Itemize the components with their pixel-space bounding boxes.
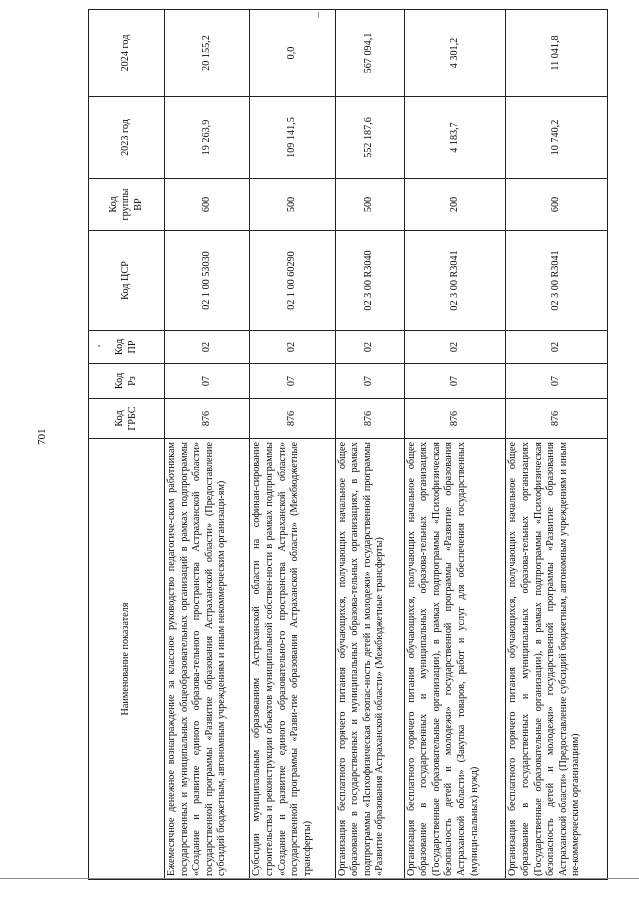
amount-2024: 567 094,1 (335, 10, 404, 97)
column-header-vr: Код группы ВР (89, 179, 165, 231)
column-header-name: Наименование показателя (89, 439, 165, 880)
amount-2024: 20 155,2 (165, 10, 250, 97)
scan-edge-line (0, 878, 639, 879)
code-csr: 02 1 00 53030 (165, 231, 250, 331)
table-row (250, 10, 335, 880)
amount-2024: 0,0 (250, 10, 335, 97)
code-pr: 02 (165, 331, 250, 364)
code-pr: 02 (404, 331, 506, 364)
code-vr: 500 (335, 179, 404, 231)
column-header-pr: Код ПР (89, 331, 165, 364)
code-csr: 02 3 00 R3040 (335, 231, 404, 331)
code-grbs: 876 (404, 399, 506, 439)
amount-2024: 11 041,8 (506, 10, 608, 97)
code-pr: 02 (335, 331, 404, 364)
table-row (335, 10, 404, 880)
indicator-name: Организация бесплатного горячего питания обучающихся, получающих начальное общее образование в государственных и муниципальных образова-тельных организациях (Государственные образовательные организации), в рамках подпрограммы «Психофизическая безопасность детей и молодежи» государственной программы «Развитие образования Астраханской области» (Предоставление субсидий бюджетным, автономным учреждениям и иным не-коммерческим организациям) (506, 439, 608, 880)
code-grbs: 876 (506, 399, 608, 439)
code-vr: 200 (404, 179, 506, 231)
amount-2023: 4 183,7 (404, 97, 506, 179)
amount-2023: 19 263,9 (165, 97, 250, 179)
column-header-csr: Код ЦСР (89, 231, 165, 331)
code-rz: 07 (506, 364, 608, 399)
code-rz: 07 (250, 364, 335, 399)
budget-table (88, 9, 608, 880)
code-rz: 07 (404, 364, 506, 399)
column-header-grbs: Код ГРБС (89, 399, 165, 439)
code-rz: 07 (165, 364, 250, 399)
amount-2023: 10 740,2 (506, 97, 608, 179)
code-pr: 02 (506, 331, 608, 364)
page-number: 701 (36, 428, 48, 445)
code-vr: 600 (506, 179, 608, 231)
column-header-2023: 2023 год (89, 97, 165, 179)
code-pr: 02 (250, 331, 335, 364)
code-csr: 02 3 00 R3041 (404, 231, 506, 331)
indicator-name: Организация бесплатного горячего питания обучающихся, получающих начальное общее образование в государственных и муниципальных образова-тельных организациях, в рамках подпрограммы «Психофизическая безопас-ность детей и молодежи» государственной программы «Развитие образования Астраханской области» (Межбюджетные трансферты) (335, 439, 404, 880)
code-grbs: 876 (335, 399, 404, 439)
column-header-rz: Код Рз (89, 364, 165, 399)
code-csr: 02 1 00 60290 (250, 231, 335, 331)
code-vr: 600 (165, 179, 250, 231)
indicator-name: Ежемесячное денежное вознаграждение за классное руководство педагогиче-ским работникам государственных и муниципальных общеобразовательных организаций в рамках подпрограммы «Создание и развитие единого образова-тельного пространства Астраханской области» государственной программы «Развитие образования Астраханской области» (Предоставление субсидий бюджетным, автономным учреждениям и иным некоммерческим организаци-ям) (165, 439, 250, 880)
table-row (404, 10, 506, 880)
header-row (89, 10, 165, 880)
amount-2023: 552 187,6 (335, 97, 404, 179)
table-row (165, 10, 250, 880)
code-grbs: 876 (250, 399, 335, 439)
amount-2024: 4 301,2 (404, 10, 506, 97)
column-header-2024: 2024 год (89, 10, 165, 97)
code-vr: 500 (250, 179, 335, 231)
code-csr: 02 3 00 R3041 (506, 231, 608, 331)
indicator-name: Организация бесплатного горячего питания обучающихся, получающих начальное общее образование в государственных и муниципальных образова-тельных организациях (Государственные образовательные организации), в рамках подпрограммы «Психофизическая безопасность детей и молодежи» государственной программы «Развитие образования Астраханской области» (Закупка товаров, работ и услуг для обеспечения государственных (муници-пальных) нужд) (404, 439, 506, 880)
rotated-table-container (88, 10, 608, 880)
amount-2023: 109 141,5 (250, 97, 335, 179)
code-rz: 07 (335, 364, 404, 399)
indicator-name: Субсидии муниципальным образованиям Астраханской области на софинан-сирование строительства и реконструкции объектов муниципальной собствен-ности в рамках подпрограммы «Создание и развитие единого образовательно-го пространства Астраханской области» государственной программы «Разви-тие образования Астраханской области» (Межбюджетные трансферты) (250, 439, 335, 880)
code-grbs: 876 (165, 399, 250, 439)
table-row (506, 10, 608, 880)
